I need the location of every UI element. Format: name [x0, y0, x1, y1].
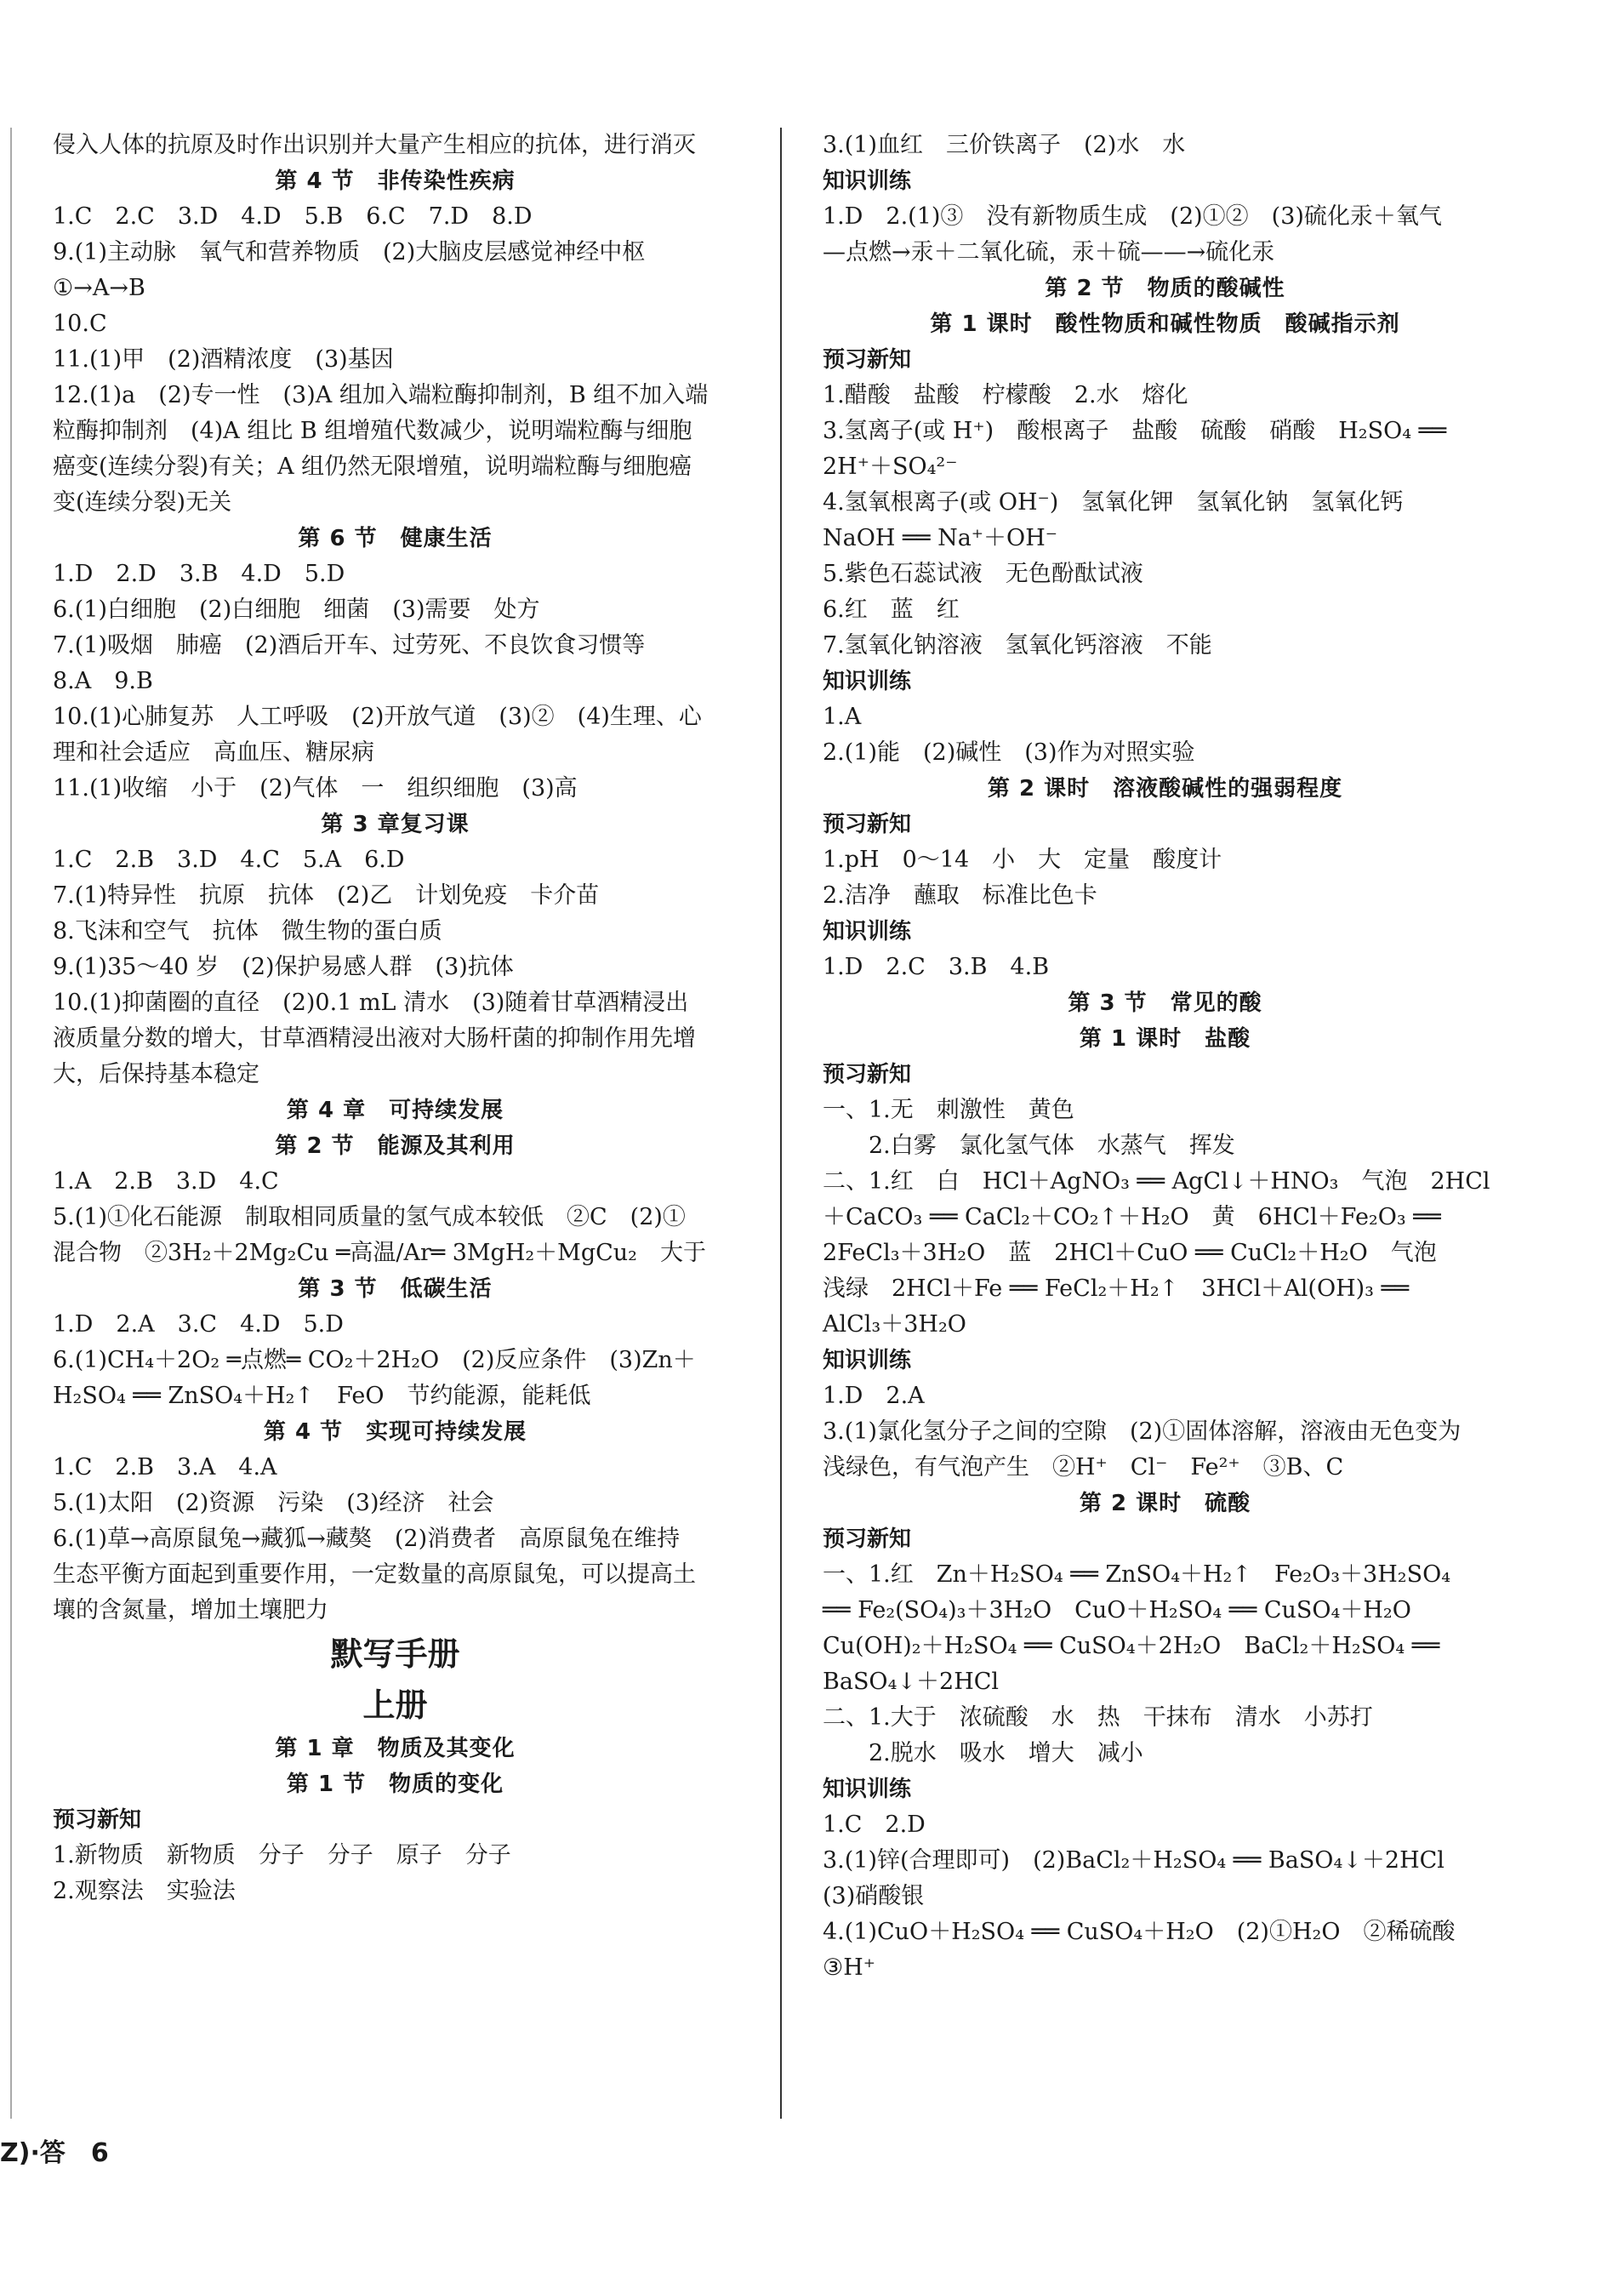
answer-line: 2H⁺＋SO₄²⁻ [823, 454, 958, 480]
answer-line: 3.(1)氯化氢分子之间的空隙 (2)①固体溶解，溶液由无色变为 [823, 1418, 1462, 1445]
section-heading: 第 2 节 物质的酸碱性 [1045, 276, 1285, 301]
section-heading: 第 1 课时 酸性物质和碱性物质 酸碱指示剂 [930, 311, 1400, 337]
section-heading: 第 6 节 健康生活 [298, 526, 493, 551]
answer-line: (3)硝酸银 [823, 1883, 925, 1909]
answer-line: 12.(1)a (2)专一性 (3)A 组加入端粒酶抑制剂，B 组不加入端 [53, 382, 709, 408]
answer-line: 9.(1)主动脉 氧气和营养物质 (2)大脑皮层感觉神经中枢 [53, 239, 646, 265]
answer-line: AlCl₃＋3H₂O [823, 1311, 966, 1338]
answer-line: 1.D 2.A 3.C 4.D 5.D [53, 1311, 344, 1338]
section-heading: 第 4 章 可持续发展 [286, 1098, 504, 1123]
answer-line: 液质量分数的增大，甘草酒精浸出液对大肠杆菌的抑制作用先增 [53, 1025, 696, 1052]
answer-line: 一、1.红 Zn＋H₂SO₄ ══ ZnSO₄＋H₂↑ Fe₂O₃＋3H₂SO₄ [823, 1561, 1451, 1588]
answer-line: ══ Fe₂(SO₄)₃＋3H₂O CuO＋H₂SO₄ ══ CuSO₄＋H₂O [823, 1597, 1411, 1623]
section-heading: 第 2 节 能源及其利用 [275, 1133, 516, 1159]
subsection-label: 预习新知 [823, 1062, 912, 1087]
answer-line: 5.(1)①化石能源 制取相同质量的氢气成本较低 ②C (2)① [53, 1204, 686, 1230]
answer-line: H₂SO₄ ══ ZnSO₄＋H₂↑ FeO 节约能源，能耗低 [53, 1383, 591, 1409]
section-heading: 第 2 课时 溶液酸碱性的强弱程度 [987, 776, 1343, 802]
answer-line: 大，后保持基本稳定 [53, 1061, 259, 1087]
answer-line: 1.A [823, 704, 862, 730]
section-heading: 第 2 课时 硫酸 [1079, 1491, 1251, 1516]
answer-line: 4.氢氧根离子(或 OH⁻) 氢氧化钾 氢氧化钠 氢氧化钙 [823, 489, 1404, 516]
answer-line: 8.A 9.B [53, 668, 153, 694]
section-heading: 第 1 章 物质及其变化 [275, 1736, 516, 1761]
answer-line: 1.醋酸 盐酸 柠檬酸 2.水 熔化 [823, 382, 1188, 408]
answer-line: 6.(1)白细胞 (2)白细胞 细菌 (3)需要 处方 [53, 596, 540, 623]
subsection-label: 知识训练 [823, 1348, 912, 1373]
answer-line: ③H⁺ [823, 1954, 876, 1981]
answer-line: 5.紫色石蕊试液 无色酚酞试液 [823, 561, 1143, 587]
answer-line: 11.(1)甲 (2)酒精浓度 (3)基因 [53, 346, 394, 373]
answer-line: 生态平衡方面起到重要作用，一定数量的高原鼠兔，可以提高土 [53, 1561, 696, 1588]
answer-line: 6.(1)CH₄＋2O₂ ═点燃═ CO₂＋2H₂O (2)反应条件 (3)Zn＋ [53, 1347, 696, 1373]
answer-line: 2.观察法 实验法 [53, 1878, 236, 1904]
answer-line: 2.(1)能 (2)碱性 (3)作为对照实验 [823, 739, 1195, 766]
answer-line: 1.D 2.C 3.B 4.B [823, 954, 1050, 980]
answer-line: 二、1.红 白 HCl＋AgNO₃ ══ AgCl↓＋HNO₃ 气泡 2HCl [823, 1168, 1490, 1195]
answer-line: 2.白雾 氯化氢气体 水蒸气 挥发 [823, 1133, 1235, 1159]
answer-line: 理和社会适应 高血压、糖尿病 [53, 739, 374, 766]
answer-line: 7.(1)特异性 抗原 抗体 (2)乙 计划免疫 卡介苗 [53, 882, 600, 909]
answer-line: 1.D 2.(1)③ 没有新物质生成 (2)①② (3)硫化汞＋氧气 [823, 203, 1442, 230]
subsection-label: 知识训练 [823, 919, 912, 944]
part-title: 默写手册 [330, 1635, 460, 1673]
section-heading: 第 1 节 物质的变化 [286, 1772, 504, 1797]
answer-line: 变(连续分裂)无关 [53, 489, 232, 516]
answer-line: NaOH ══ Na⁺＋OH⁻ [823, 525, 1057, 551]
column-divider [780, 128, 782, 2119]
answer-line: 6.(1)草→高原鼠兔→藏狐→藏獒 (2)消费者 高原鼠兔在维持 [53, 1526, 681, 1552]
answer-line: 8.飞沫和空气 抗体 微生物的蛋白质 [53, 918, 442, 944]
answer-line: Cu(OH)₂＋H₂SO₄ ══ CuSO₄＋2H₂O BaCl₂＋H₂SO₄ ══ [823, 1633, 1440, 1659]
answer-line: 10.(1)抑菌圈的直径 (2)0.1 mL 清水 (3)随着甘草酒精浸出 [53, 990, 689, 1016]
subsection-label: 预习新知 [53, 1807, 142, 1833]
answer-line: 6.红 蓝 红 [823, 596, 960, 623]
subsection-label: 预习新知 [823, 812, 912, 837]
answer-line: 1.D 2.A [823, 1383, 925, 1409]
answer-line: 1.pH 0～14 小 大 定量 酸度计 [823, 847, 1222, 873]
page-edge-line [10, 128, 12, 2119]
answer-line: 1.A 2.B 3.D 4.C [53, 1168, 279, 1195]
answer-line: 3.(1)锌(合理即可) (2)BaCl₂＋H₂SO₄ ══ BaSO₄↓＋2HCl [823, 1847, 1445, 1874]
right-column [823, 128, 1507, 1986]
answer-line: 1.C 2.D [823, 1812, 926, 1838]
answer-line: 一、1.无 刺激性 黄色 [823, 1097, 1074, 1123]
answer-line: 2FeCl₃＋3H₂O 蓝 2HCl＋CuO ══ CuCl₂＋H₂O 气泡 [823, 1240, 1437, 1266]
subsection-label: 知识训练 [823, 1777, 912, 1802]
answer-line: 1.新物质 新物质 分子 分子 原子 分子 [53, 1842, 511, 1869]
answer-line: 1.C 2.C 3.D 4.D 5.B 6.C 7.D 8.D [53, 203, 533, 230]
answer-line: 5.(1)太阳 (2)资源 污染 (3)经济 社会 [53, 1490, 494, 1516]
answer-line: 浅绿 2HCl＋Fe ══ FeCl₂＋H₂↑ 3HCl＋Al(OH)₃ ══ [823, 1275, 1410, 1302]
section-heading: 第 3 节 低碳生活 [298, 1276, 493, 1302]
answer-line: 2.脱水 吸水 增大 减小 [823, 1740, 1143, 1766]
answer-line: 混合物 ②3H₂＋2Mg₂Cu ═高温/Ar═ 3MgH₂＋MgCu₂ 大于 [53, 1240, 706, 1266]
answer-line: 9.(1)35～40 岁 (2)保护易感人群 (3)抗体 [53, 954, 514, 980]
answer-line: 3.氢离子(或 H⁺) 酸根离子 盐酸 硫酸 硝酸 H₂SO₄ ══ [823, 418, 1447, 444]
section-heading: 第 1 课时 盐酸 [1079, 1026, 1251, 1052]
answer-line: 11.(1)收缩 小于 (2)气体 一 组织细胞 (3)高 [53, 775, 578, 802]
subsection-label: 知识训练 [823, 669, 912, 694]
answer-line: 侵入人体的抗原及时作出识别并大量产生相应的抗体，进行消灭 [53, 132, 696, 158]
answer-line: 浅绿色，有气泡产生 ②H⁺ Cl⁻ Fe²⁺ ③B、C [823, 1454, 1344, 1481]
answer-line: ①→A→B [53, 275, 145, 301]
answer-line: 二、1.大于 浓硫酸 水 热 干抹布 清水 小苏打 [823, 1704, 1373, 1731]
answer-line: 2.洁净 蘸取 标准比色卡 [823, 882, 1097, 909]
answer-line: 10.C [53, 311, 107, 337]
answer-line: 1.D 2.D 3.B 4.D 5.D [53, 561, 345, 587]
part-title: 上册 [362, 1686, 428, 1724]
answer-line: 3.(1)血红 三价铁离子 (2)水 水 [823, 132, 1186, 158]
answer-line: 7.氢氧化钠溶液 氢氧化钙溶液 不能 [823, 632, 1212, 659]
section-heading: 第 3 章复习课 [321, 812, 470, 837]
answer-line: 癌变(连续分裂)有关；A 组仍然无限增殖，说明端粒酶与细胞癌 [53, 454, 692, 480]
answer-line: 粒酶抑制剂 (4)A 组比 B 组增殖代数减少，说明端粒酶与细胞 [53, 418, 692, 444]
answer-line: BaSO₄↓＋2HCl [823, 1669, 1000, 1695]
answer-line: 壤的含氮量，增加土壤肥力 [53, 1597, 328, 1623]
answer-line: 7.(1)吸烟 肺癌 (2)酒后开车、过劳死、不良饮食习惯等 [53, 632, 646, 659]
left-column [53, 128, 738, 1909]
section-heading: 第 4 节 实现可持续发展 [263, 1419, 527, 1445]
page-footer: Z)·答 6 [0, 2138, 109, 2168]
answer-line: 4.(1)CuO＋H₂SO₄ ══ CuSO₄＋H₂O (2)①H₂O ②稀硫酸 [823, 1919, 1456, 1945]
answer-line: 10.(1)心肺复苏 人工呼吸 (2)开放气道 (3)② (4)生理、心 [53, 704, 702, 730]
answer-line: —点燃→汞＋二氧化硫，汞＋硫——→硫化汞 [823, 239, 1275, 265]
answer-line: 1.C 2.B 3.D 4.C 5.A 6.D [53, 847, 405, 873]
section-heading: 第 4 节 非传染性疾病 [275, 168, 516, 194]
subsection-label: 预习新知 [823, 347, 912, 373]
section-heading: 第 3 节 常见的酸 [1068, 990, 1262, 1016]
answer-line: ＋CaCO₃ ══ CaCl₂＋CO₂↑＋H₂O 黄 6HCl＋Fe₂O₃ ══ [823, 1204, 1441, 1230]
subsection-label: 预习新知 [823, 1526, 912, 1552]
subsection-label: 知识训练 [823, 168, 912, 194]
answer-line: 1.C 2.B 3.A 4.A [53, 1454, 277, 1481]
